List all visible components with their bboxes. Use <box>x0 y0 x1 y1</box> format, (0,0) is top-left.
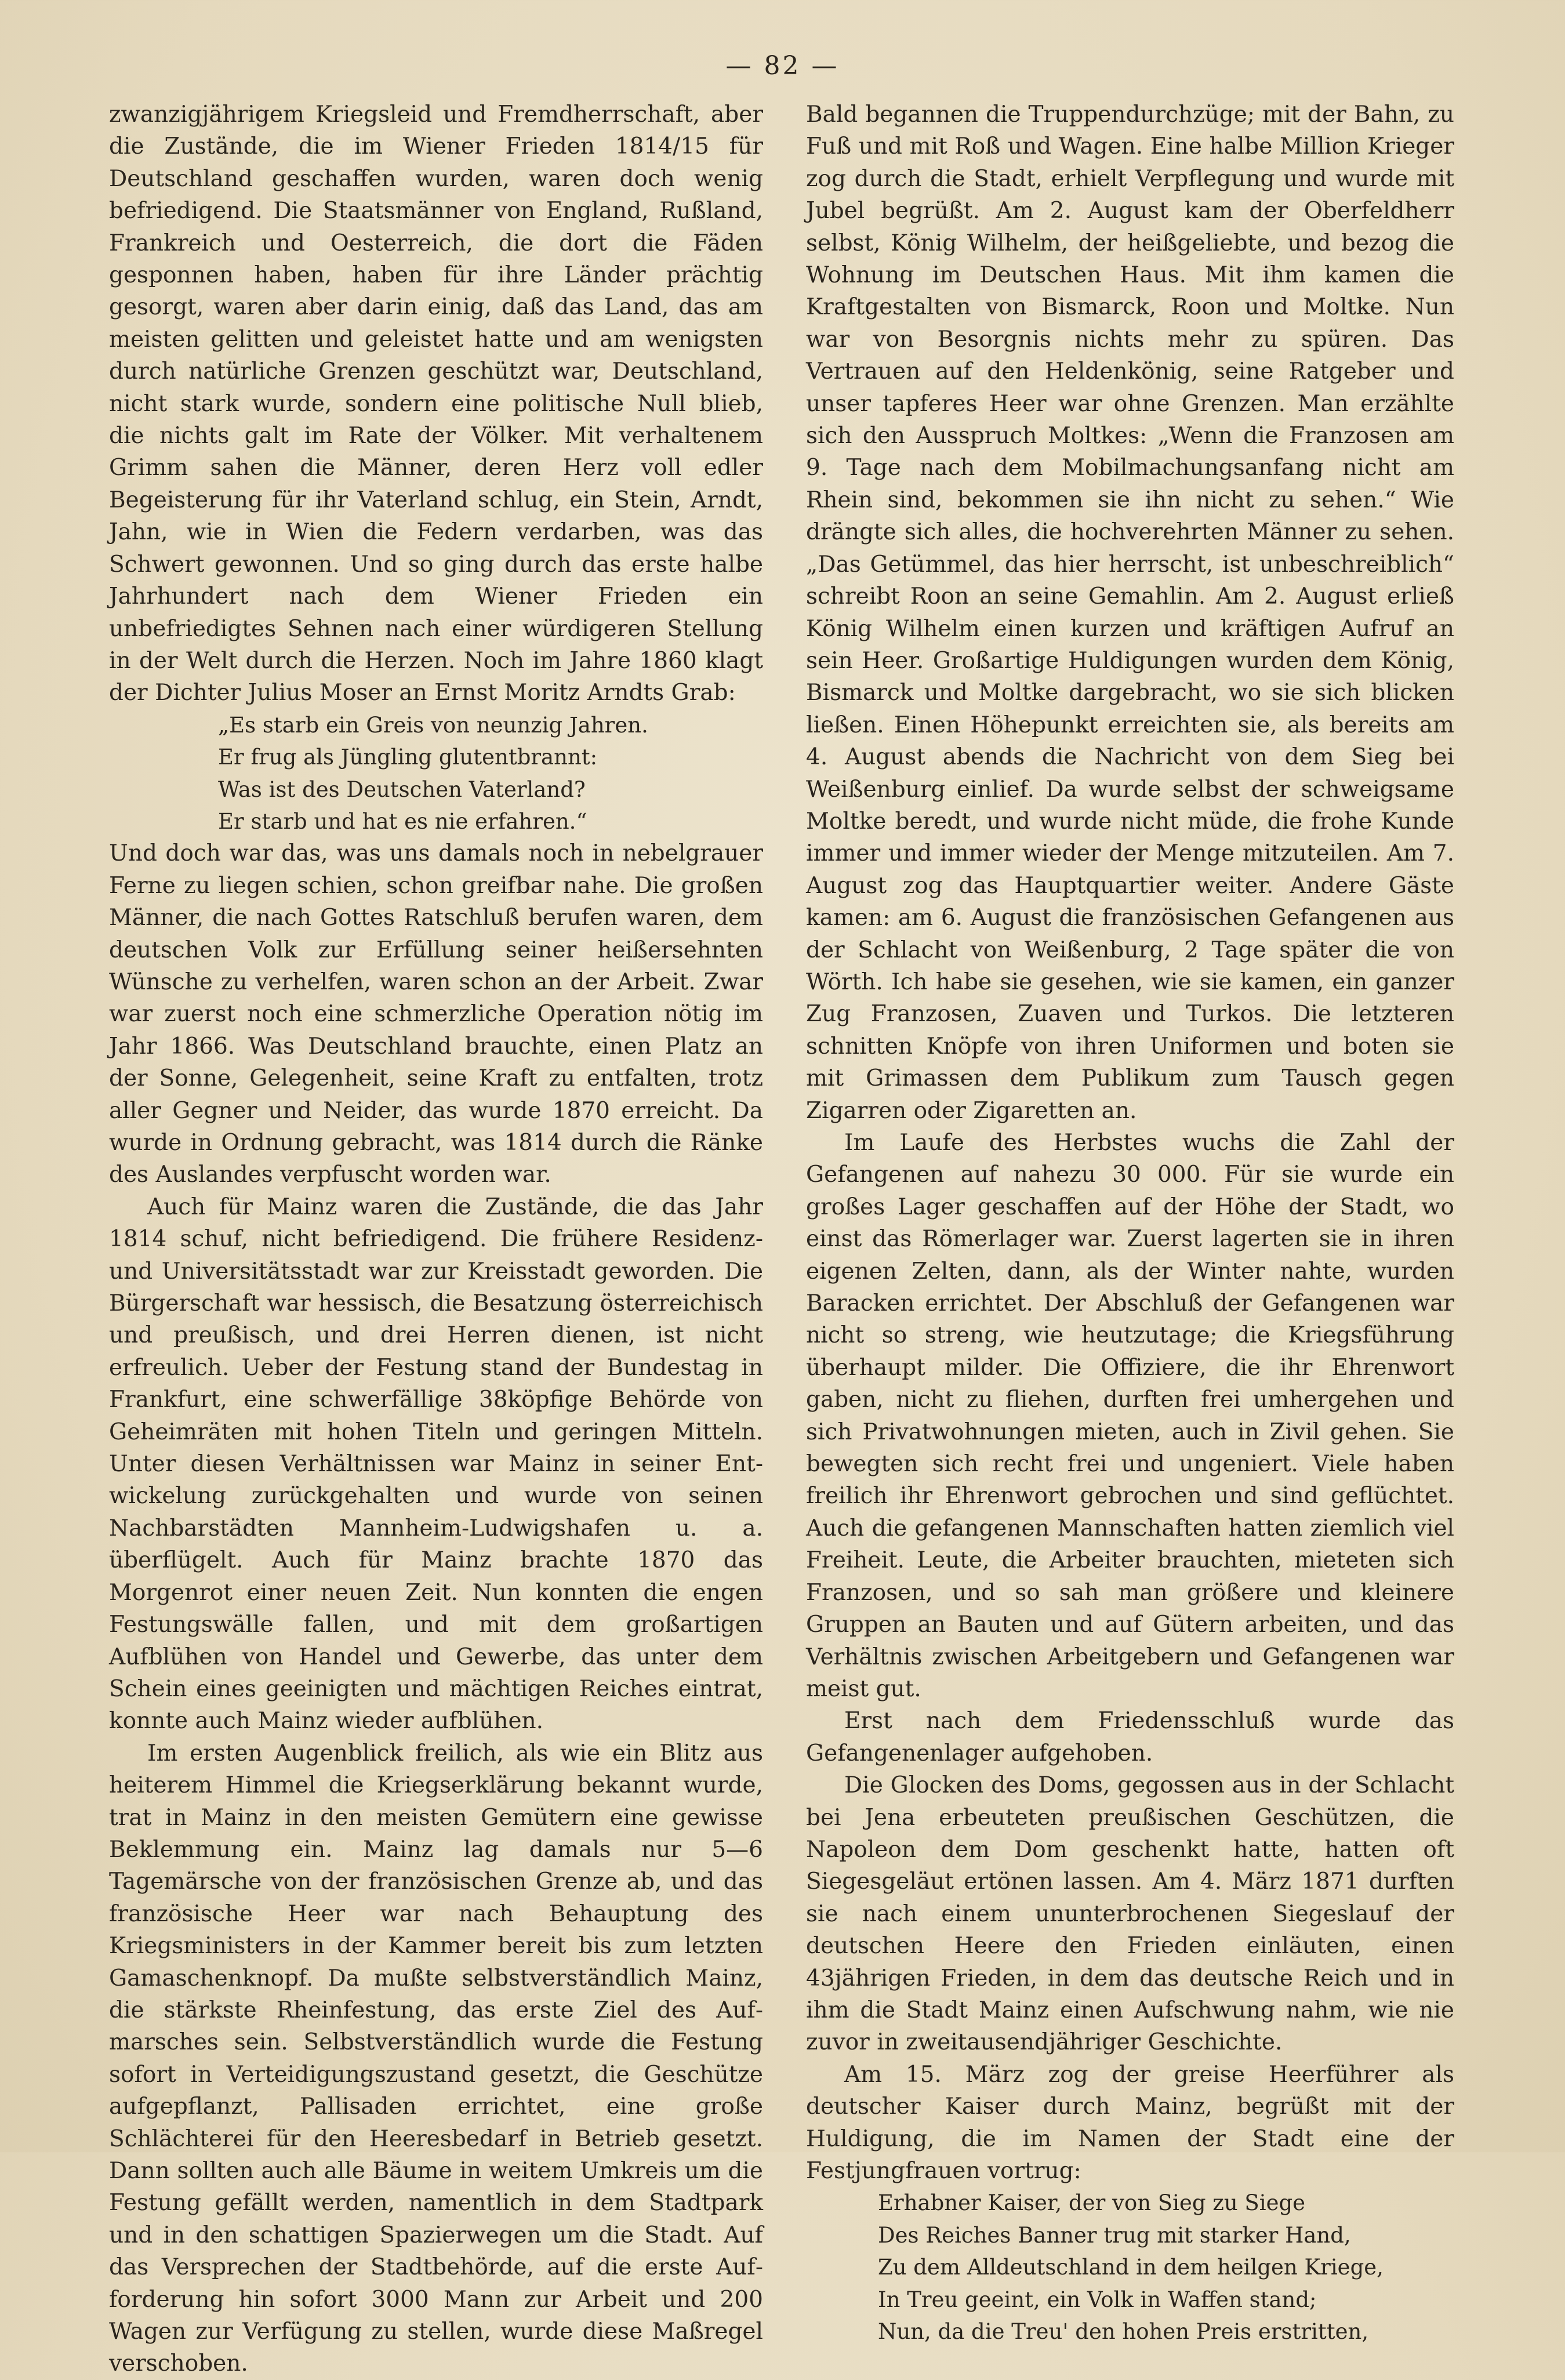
poem-line: Er frug als Jüngling glutentbrannt: <box>218 745 598 770</box>
right-column <box>806 99 1454 2348</box>
paragraph: Auch für Mainz waren die Zustände, die das Jahr 1814 schuf, nicht befriedigend. Die frühere Residenz- und Universitätsstadt war zur Kreisstadt geworden. Die Bürgerschaft war hessisch, die Besatzung österreichisch und preußisch, und drei Herren dienen, ist nicht erfreulich. Ueber der Festung stand der Bundestag in Frankfurt, eine schwerfällige 38köpfige Behörde von Geheimräten mit hohen Titeln und geringen Mitteln. Unter diesen Verhältnissen war Mainz in seiner Entwickelung zurückgehalten und wurde von seinen Nachbarstädten Mannheim-Ludwigshafen u. a. überflügelt. Auch für Mainz brachte 1870 das Morgenrot einer neuen Zeit. Nun konnten die engen Festungswälle fallen, und mit dem großartigen Aufblühen von Handel und Gewerbe, das unter dem Schein eines geeinigten und mächtigen Reiches eintrat, konnte auch Mainz wieder aufblühen. <box>109 1193 763 1735</box>
poem-arndt-grab <box>109 709 763 838</box>
poem-line: Er starb und hat es nie erfahren.“ <box>218 808 587 834</box>
poem-line: In Treu geeint, ein Volk in Waffen stand; <box>878 2287 1317 2312</box>
poem-line: „Es starb ein Greis von neunzig Jahren. <box>218 712 648 738</box>
paragraph: zwanzigjährigem Kriegsleid und Fremdherrschaft, aber die Zustände, die im Wiener Frieden 1814/15 für Deutschland geschaffen wurden, waren doch wenig befriedigend. Die Staatsmänner von England, Rußland, Frankreich und Oesterreich, die dort die Fäden gesponnen haben, haben für ihre Länder prächtig gesorgt, waren aber darin einig, daß das Land, das am meisten gelitten und geleistet hatte und am wenigsten durch natürliche Grenzen geschützt war, Deutschland, nicht stark wurde, sondern eine politische Null blieb, die nichts galt im Rate der Völker. Mit verhaltenem Grimm sahen die Männer, deren Herz voll edler Begeisterung für ihr Vaterland schlug, ein Stein, Arndt, Jahn, wie in Wien die Federn verdarben, was das Schwert gewonnen. Und so ging durch das erste halbe Jahrhundert nach dem Wiener Frieden ein unbefriedigtes Sehnen nach einer würdigeren Stellung in der Welt durch die Herzen. Noch im Jahre 1860 klagt der Dichter Julius Moser an Ernst Moritz Arndts Grab: <box>109 101 763 706</box>
poem-kaiser-huldigung <box>806 2187 1454 2348</box>
poem-line: Erhabner Kaiser, der von Sieg zu Siege <box>878 2190 1306 2216</box>
page-number: — 82 — <box>725 51 840 81</box>
paragraph: Erst nach dem Friedensschluß wurde das Gefangenenlager aufgehoben. <box>806 1708 1454 1766</box>
left-column <box>109 99 763 2380</box>
poem-line: Was ist des Deutschen Vaterland? <box>218 777 586 802</box>
poem-line: Zu dem Alldeutschland in dem heilgen Kriege, <box>878 2255 1384 2280</box>
poem-line: Des Reiches Banner trug mit starker Hand, <box>878 2222 1351 2248</box>
paragraph: Und doch war das, was uns damals noch in nebelgrauer Ferne zu liegen schien, schon greifbar nahe. Die großen Männer, die nach Gottes Ratschluß berufen waren, dem deutschen Volk zur Erfüllung seiner heißersehnten Wünsche zu verhelfen, waren schon an der Arbeit. Zwar war zuerst noch eine schmerzliche Operation nötig im Jahr 1866. Was Deutschland brauchte, einen Platz an der Sonne, Gelegenheit, seine Kraft zu entfalten, trotz aller Gegner und Neider, das wurde 1870 erreicht. Da wurde in Ordnung gebracht, was 1814 durch die Ränke des Auslandes verpfuscht worden war. <box>109 840 763 1188</box>
paragraph: Bald begannen die Truppendurchzüge; mit der Bahn, zu Fuß und mit Roß und Wagen. Eine halbe Million Krieger zog durch die Stadt, erhielt Verpflegung und wurde mit Jubel begrüßt. Am 2. August kam der Oberfeldherr selbst, König Wilhelm, der heißgeliebte, und bezog die Wohnung im Deutschen Haus. Mit ihm kamen die Kraftgestalten von Bismarck, Roon und Moltke. Nun war von Besorgnis nichts mehr zu spüren. Das Vertrauen auf den Heldenkönig, seine Ratgeber und unser tapferes Heer war ohne Grenzen. Man erzählte sich den Ausspruch Moltkes: „Wenn die Franzosen am 9. Tage nach dem Mobilmachungsanfang nicht am Rhein sind, bekommen sie ihn nicht zu sehen.“ Wie drängte sich alles, die hochverehrten Männer zu sehen. „Das Getümmel, das hier herrscht, ist unbeschreiblich“ schreibt Roon an seine Gemahlin. Am 2. August erließ König Wilhelm einen kurzen und kräftigen Aufruf an sein Heer. Großartige Huldigungen wurden dem König, Bismarck und Moltke dargebracht, wo sie sich blicken ließen. Einen Höhepunkt erreichten sie, als bereits am 4. August abends die Nachricht von dem Sieg bei Weißenburg einlief. Da wurde selbst der schweigsame Moltke beredt, und wurde nicht müde, die frohe Kunde immer und immer wieder der Menge mitzuteilen. Am 7. August zog das Hauptquartier weiter. Andere Gäste kamen: am 6. August die französischen Gefangenen aus der Schlacht von Weißenburg, 2 Tage später die von Wörth. Ich habe sie gesehen, wie sie kamen, ein ganzer Zug Franzosen, Zuaven und Turkos. Die letzteren schnitten Knöpfe von ihren Uniformen und boten sie mit Grimassen dem Publikum zum Tausch gegen Zigarren oder Zigaretten an. <box>806 101 1454 1124</box>
paragraph: Am 15. März zog der greise Heerführer als deutscher Kaiser durch Mainz, begrüßt mit der Huldigung, die im Namen der Stadt eine der Festjungfrauen vortrug: <box>806 2061 1454 2184</box>
paragraph: Im ersten Augenblick freilich, als wie ein Blitz aus heiterem Himmel die Kriegserklärung bekannt wurde, trat in Mainz in den meisten Gemütern eine gewisse Beklemmung ein. Mainz lag damals nur 5—6 Tagemärsche von der französischen Grenze ab, und das französische Heer war nach Behauptung des Kriegsministers in der Kammer bereit bis zum letzten Gamaschenknopf. Da mußte selbstverständlich Mainz, die stärkste Rheinfestung, das erste Ziel des Aufmarsches sein. Selbstverständlich wurde die Festung sofort in Verteidigungszustand gesetzt, die Geschütze aufgepflanzt, Pallisaden errichtet, eine große Schlächterei für den Heeresbedarf in Betrieb gesetzt. Dann sollten auch alle Bäume in weitem Umkreis um die Festung gefällt werden, namentlich in dem Stadtpark und in den schattigen Spazierwegen um die Stadt. Auf das Versprechen der Stadtbehörde, auf die erste Aufforderung hin sofort 3000 Mann zur Arbeit und 200 Wagen zur Verfügung zu stellen, wurde diese Maßregel verschoben. <box>109 1740 763 2377</box>
paragraph: Im Laufe des Herbstes wuchs die Zahl der Gefangenen auf nahezu 30 000. Für sie wurde ein großes Lager geschaffen auf der Höhe der Stadt, wo einst das Römerlager war. Zuerst lagerten sie in ihren eigenen Zelten, dann, als der Winter nahte, wurden Baracken errichtet. Der Abschluß der Gefangenen war nicht so streng, wie heutzutage; die Kriegsführung überhaupt milder. Die Offiziere, die ihr Ehrenwort gaben, nicht zu fliehen, durften frei umhergehen und sich Privatwohnungen mieten, auch in Zivil gehen. Sie bewegten sich recht frei und ungeniert. Viele haben freilich ihr Ehrenwort gebrochen und sind geflüchtet. Auch die gefangenen Mannschaften hatten ziemlich viel Freiheit. Leute, die Arbeiter brauchten, mieteten sich Franzosen, und so sah man größere und kleinere Gruppen an Bauten und auf Gütern arbeiten, und das Verhältnis zwischen Arbeitgebern und Gefangenen war meist gut. <box>806 1130 1454 1702</box>
paragraph: Die Glocken des Doms, gegossen aus in der Schlacht bei Jena erbeuteten preußischen Geschützen, die Napoleon dem Dom geschenkt hatte, hatten oft Siegesgeläut ertönen lassen. Am 4. März 1871 durften sie nach einem ununterbrochenen Siegeslauf der deutschen Heere den Frieden einläuten, einen 43jährigen Frieden, in dem das deutsche Reich und in ihm die Stadt Mainz einen Aufschwung nahm, wie nie zuvor in zweitausendjähriger Geschichte. <box>806 1772 1454 2056</box>
poem-line: Nun, da die Treu' den hohen Preis erstritten, <box>878 2319 1369 2345</box>
